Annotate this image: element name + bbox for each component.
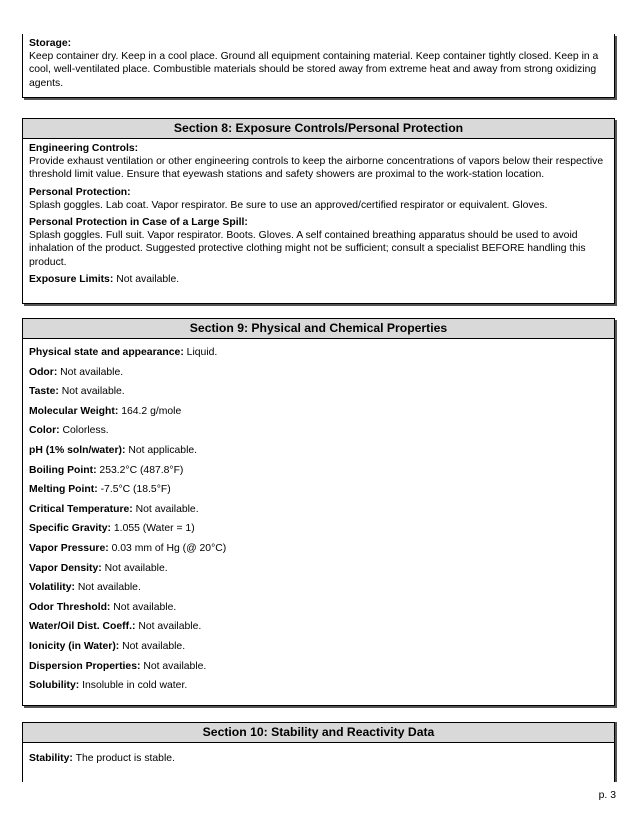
storage-body: [23, 34, 614, 90]
engineering-controls-text: Provide exhaust ventilation or other engineering controls to keep the airborne concentrations of vapors below their respective threshold limit value. Ensure that eyewash stations and safety showers are proximal to the work-station location.: [29, 156, 604, 181]
storage-box: [22, 34, 615, 98]
property-value: 164.2 g/mole: [121, 405, 182, 417]
property-row: [29, 346, 608, 366]
engineering-controls-block: [29, 142, 608, 182]
property-row: [29, 601, 608, 621]
property-row: [29, 503, 608, 523]
property-label: Water/Oil Dist. Coeff.:: [29, 621, 136, 633]
personal-protection-block: [29, 186, 608, 212]
property-value: 1.055 (Water = 1): [113, 523, 195, 535]
property-row: [29, 522, 608, 542]
property-label: Volatility:: [29, 582, 75, 594]
personal-protection-text: Splash goggles. Lab coat. Vapor respirator. Be sure to use an approved/certified respirator or equivalent. Gloves.: [29, 199, 548, 211]
property-label: Solubility:: [29, 680, 80, 692]
property-row: [29, 679, 608, 699]
property-value: Not available.: [104, 562, 168, 574]
section-9-title: Section 9: Physical and Chemical Properties: [23, 319, 614, 339]
property-row: [29, 483, 608, 503]
property-value: Insoluble in cold water.: [82, 680, 188, 692]
section-10-box: [22, 722, 615, 782]
property-value: 253.2°C (487.8°F): [99, 464, 184, 476]
large-spill-text: Splash goggles. Full suit. Vapor respirator. Boots. Gloves. A self contained breathing apparatus should be used to avoid inhalation of the product. Suggested protective clothing might not be sufficient; consult a specialist BEFORE handling this product.: [29, 230, 586, 268]
property-row: [29, 405, 608, 425]
property-value: Colorless.: [62, 425, 109, 437]
property-label: Odor Threshold:: [29, 601, 111, 613]
property-row: [29, 464, 608, 484]
section-10-body: [23, 743, 614, 765]
large-spill-block: [29, 216, 608, 269]
storage-label: Storage:: [29, 38, 72, 49]
property-row: [29, 444, 608, 464]
property-value: Not available.: [61, 386, 125, 398]
property-row: [29, 660, 608, 680]
section-9-box: [22, 318, 615, 706]
property-label: Specific Gravity:: [29, 523, 112, 535]
property-label: Vapor Pressure:: [29, 542, 109, 554]
property-label: Physical state and appearance:: [29, 347, 184, 358]
property-row: [29, 366, 608, 386]
property-row: [29, 424, 608, 444]
exposure-limits-label: Exposure Limits:: [29, 273, 114, 285]
properties-list: [23, 339, 614, 699]
property-value: Not available.: [113, 601, 177, 613]
stability-value: The product is stable.: [75, 753, 175, 764]
property-row: [29, 581, 608, 601]
property-row: [29, 620, 608, 640]
property-label: Vapor Density:: [29, 562, 102, 574]
property-row: [29, 562, 608, 582]
property-label: Molecular Weight:: [29, 405, 119, 417]
page-number: p. 3: [598, 790, 616, 801]
storage-text: Keep container dry. Keep in a cool place. Ground all equipment containing material. Keep container tightly closed. Keep in a cool, well-ventilated place. Combustible materials should be stored away from extreme heat and away from strong oxidizing agents.: [29, 51, 599, 89]
property-label: Ionicity (in Water):: [29, 640, 120, 652]
property-label: Critical Temperature:: [29, 503, 133, 515]
section-10-title: Section 10: Stability and Reactivity Data: [23, 723, 614, 743]
exposure-limits-value: Not available.: [116, 273, 180, 285]
property-value: Not available.: [122, 640, 186, 652]
property-value: Not available.: [60, 366, 124, 378]
stability-label: Stability:: [29, 753, 73, 764]
property-value: -7.5°C (18.5°F): [100, 484, 171, 496]
property-label: Odor:: [29, 366, 58, 378]
property-label: Dispersion Properties:: [29, 660, 141, 672]
exposure-limits-row: [29, 273, 608, 286]
property-row: [29, 385, 608, 405]
property-label: Taste:: [29, 386, 59, 398]
property-row: [29, 542, 608, 562]
property-value: Not available.: [135, 503, 199, 515]
property-value: Liquid.: [186, 347, 218, 358]
property-row: [29, 640, 608, 660]
large-spill-label: Personal Protection in Case of a Large Spill:: [29, 217, 248, 229]
engineering-controls-label: Engineering Controls:: [29, 143, 139, 154]
property-label: Color:: [29, 425, 60, 437]
personal-protection-label: Personal Protection:: [29, 186, 131, 198]
property-value: Not available.: [138, 621, 202, 633]
section-8-body: [23, 139, 614, 286]
property-label: Boiling Point:: [29, 464, 97, 476]
property-value: Not applicable.: [128, 444, 198, 456]
section-8-title: Section 8: Exposure Controls/Personal Protection: [23, 119, 614, 139]
property-label: pH (1% soln/water):: [29, 444, 126, 456]
property-label: Melting Point:: [29, 484, 98, 496]
property-value: Not available.: [77, 582, 141, 594]
property-value: 0.03 mm of Hg (@ 20°C): [111, 542, 227, 554]
property-value: Not available.: [143, 660, 207, 672]
section-8-box: [22, 118, 615, 304]
